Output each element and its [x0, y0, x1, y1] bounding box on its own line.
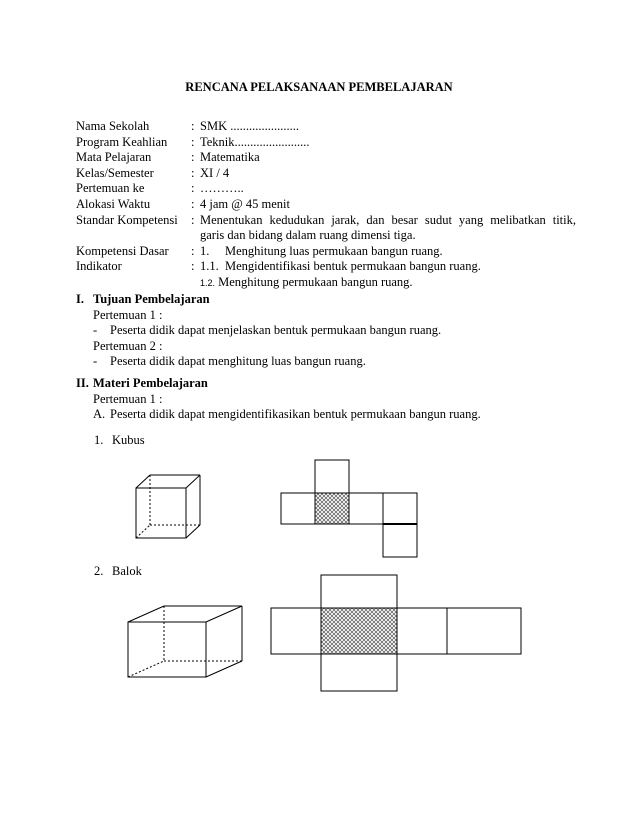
cube-drawing [136, 475, 200, 538]
info-value: XI / 4 [200, 165, 230, 180]
section-heading: II. Materi Pembelajaran [76, 376, 208, 390]
info-label: Nama Sekolah [76, 119, 150, 133]
info-row-meeting: Pertemuan ke : ……….. [76, 181, 576, 197]
info-value: 1. Menghitung luas permukaan bangun ruang. [200, 243, 443, 258]
info-value: 1.1. Mengidentifikasi bentuk permukaan bangun ruang. 1.2. Menghitung permukaan bangun ruang. [200, 259, 481, 289]
info-value: Menentukan kedudukan jarak, dan besar sudut yang melibatkan titik, garis dan bidang dalam ruang dimensi tiga. [200, 212, 576, 243]
info-row-basic-competence: Kompetensi Dasar : 1. Menghitung luas permukaan bangun ruang. [76, 244, 576, 260]
info-label: Mata Pelajaran [76, 150, 152, 165]
info-label: Program Keahlian [76, 134, 168, 149]
info-value: ……….. [200, 181, 244, 196]
list-item: - Peserta didik dapat menjelaskan bentuk permukaan bangun ruang. [93, 323, 442, 338]
cube-net [281, 460, 417, 557]
info-row-indicator: Indikator : 1.1. Mengidentifikasi bentuk permukaan bangun ruang. 1.2. Menghitung permukaan bangun ruang. [76, 259, 576, 291]
info-row-class: Kelas/Semester : XI / 4 [76, 166, 576, 182]
section-heading: I. Tujuan Pembelajaran [76, 292, 210, 306]
info-value: SMK ...................... [200, 119, 299, 133]
info-row-time: Alokasi Waktu : 4 jam @ 45 menit [76, 197, 576, 213]
figure-label-cuboid: 2. Balok [94, 564, 142, 578]
cuboid-net [271, 575, 521, 691]
info-label: Alokasi Waktu [76, 196, 151, 211]
info-label: Kompetensi Dasar [76, 243, 169, 258]
info-value: Matematika [200, 150, 260, 165]
list-item: - Peserta didik dapat menghitung luas bangun ruang. [93, 354, 366, 369]
cuboid-drawing [128, 606, 242, 677]
info-row-school: Nama Sekolah : SMK ...................... [76, 119, 576, 135]
info-label: Indikator [76, 259, 122, 274]
info-label: Kelas/Semester [76, 165, 154, 180]
figure-label-cube: 1. Kubus [94, 433, 145, 447]
info-value: Teknik........................ [200, 134, 310, 149]
section-material: II. Materi Pembelajaran Pertemuan 1 : A. Peserta didik dapat mengidentifikasikan bentuk permukaan bangun ruang. [76, 376, 596, 423]
info-value: 4 jam @ 45 menit [200, 196, 290, 211]
info-label: Standar Kompetensi [76, 212, 178, 227]
list-item: A. Peserta didik dapat mengidentifikasikan bentuk permukaan bangun ruang. [93, 407, 481, 422]
section-objectives: I. Tujuan Pembelajaran Pertemuan 1 : - Peserta didik dapat menjelaskan bentuk permukaan bangun ruang. Pertemuan 2 : - Peserta didik dapat menghitung luas bangun ruang. [76, 292, 596, 370]
info-row-standard: Standar Kompetensi : Menentukan kedudukan jarak, dan besar sudut yang melibatkan titik, garis dan bidang dalam ruang dimensi tiga. [76, 212, 576, 243]
page-title: RENCANA PELAKSANAAN PEMBELAJARAN [185, 80, 453, 94]
info-row-subject: Mata Pelajaran : Matematika [76, 150, 576, 166]
info-row-program: Program Keahlian : Teknik........................ [76, 135, 576, 151]
info-label: Pertemuan ke [76, 181, 145, 196]
